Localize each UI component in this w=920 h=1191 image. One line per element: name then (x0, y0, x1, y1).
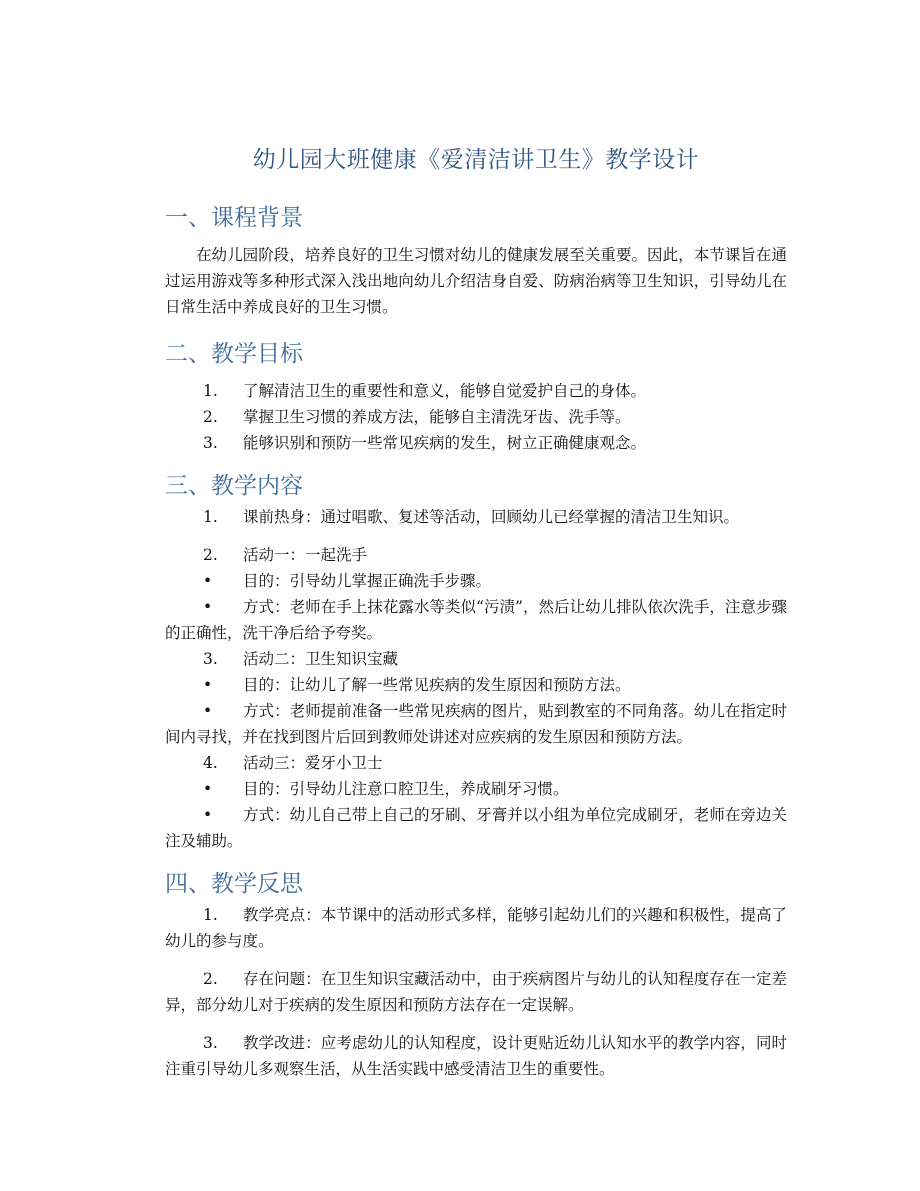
content-number: 4. (203, 754, 218, 772)
content-number: 2. (203, 546, 218, 564)
content-text: 方式：老师在手上抹花露水等类似“污渍”，然后让幼儿排队依次洗手，注意步骤的正确性，洗干净后给予夸奖。 (165, 598, 787, 642)
document-page (165, 140, 787, 1082)
content-item (165, 542, 787, 568)
reflection-text: 教学亮点：本节课中的活动形式多样，能够引起幼儿们的兴趣和积极性，提高了幼儿的参与度。 (165, 906, 787, 950)
content-text: 活动二：卫生知识宝藏 (243, 650, 399, 668)
content-number: 3. (203, 650, 218, 668)
section-heading-goals: 二、教学目标 (165, 341, 303, 367)
section-heading-background: 一、课程背景 (165, 205, 303, 231)
reflection-item (165, 1030, 787, 1082)
goal-text: 掌握卫生习惯的养成方法，能够自主清洗牙齿、洗手等。 (243, 408, 631, 426)
reflection-item (165, 966, 787, 1018)
content-text: 目的：引导幼儿注意口腔卫生，养成刷牙习惯。 (243, 780, 569, 798)
content-item (165, 504, 787, 530)
bullet-icon: • (203, 780, 213, 798)
reflection-item (165, 902, 787, 954)
content-text: 方式：幼儿自己带上自己的牙刷、牙膏并以小组为单位完成刷牙，老师在旁边关注及辅助。 (165, 806, 787, 850)
goal-number: 2. (203, 408, 218, 426)
bullet-icon: • (203, 806, 213, 824)
bullet-icon: • (203, 598, 213, 616)
goal-number: 3. (203, 434, 218, 452)
reflection-text: 教学改进：应考虑幼儿的认知程度，设计更贴近幼儿认知水平的教学内容，同时注重引导幼儿多观察生活，从生活实践中感受清洁卫生的重要性。 (165, 1034, 787, 1078)
reflection-number: 3. (203, 1034, 218, 1052)
content-bullet-item (165, 802, 787, 854)
goal-text: 能够识别和预防一些常见疾病的发生，树立正确健康观念。 (243, 434, 647, 452)
content-item (165, 646, 787, 672)
goal-item (165, 378, 787, 404)
content-text: 活动一：一起洗手 (243, 546, 368, 564)
content-text: 活动三：爱牙小卫士 (243, 754, 383, 772)
section-heading-content: 三、教学内容 (165, 473, 303, 499)
section-heading-reflection: 四、教学反思 (165, 871, 303, 897)
goal-item (165, 430, 787, 456)
bullet-icon: • (203, 702, 213, 720)
content-number: 1. (203, 508, 218, 526)
goal-number: 1. (203, 382, 218, 400)
content-text: 目的：引导幼儿掌握正确洗手步骤。 (243, 572, 492, 590)
goal-text: 了解清洁卫生的重要性和意义，能够自觉爱护自己的身体。 (243, 382, 647, 400)
content-bullet-item (165, 698, 787, 750)
bullet-icon: • (203, 676, 213, 694)
content-item (165, 750, 787, 776)
reflection-number: 1. (203, 906, 218, 924)
background-paragraph: 在幼儿园阶段，培养良好的卫生习惯对幼儿的健康发展至关重要。因此，本节课旨在通过运用游戏等多种形式深入浅出地向幼儿介绍洁身自爱、防病治病等卫生知识，引导幼儿在日常生活中养成良好的卫生习惯。 (165, 246, 787, 316)
bullet-icon: • (203, 572, 213, 590)
content-text: 课前热身：通过唱歌、复述等活动，回顾幼儿已经掌握的清洁卫生知识。 (243, 508, 740, 526)
reflection-number: 2. (203, 970, 218, 988)
content-bullet-item (165, 776, 787, 802)
document-title: 幼儿园大班健康《爱清洁讲卫生》教学设计 (252, 147, 700, 173)
reflection-text: 存在问题：在卫生知识宝藏活动中，由于疾病图片与幼儿的认知程度存在一定差异，部分幼儿对于疾病的发生原因和预防方法存在一定误解。 (165, 970, 787, 1014)
goal-item (165, 404, 787, 430)
content-text: 目的：让幼儿了解一些常见疾病的发生原因和预防方法。 (243, 676, 631, 694)
content-text: 方式：老师提前准备一些常见疾病的图片，贴到教室的不同角落。幼儿在指定时间内寻找，并在找到图片后回到教师处讲述对应疾病的发生原因和预防方法。 (165, 702, 787, 746)
content-bullet-item (165, 594, 787, 646)
content-bullet-item (165, 568, 787, 594)
content-bullet-item (165, 672, 787, 698)
